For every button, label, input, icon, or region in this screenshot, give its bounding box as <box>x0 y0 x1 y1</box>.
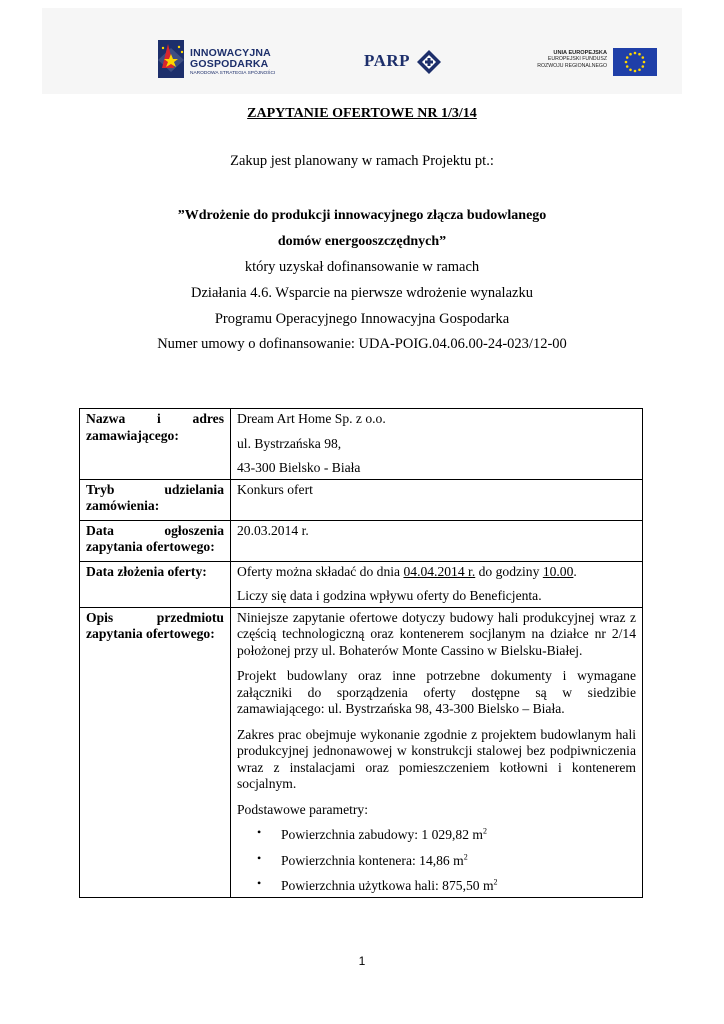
value-zamawiajacy <box>231 409 643 480</box>
innowacyjna-gospodarka-emblem-icon <box>154 38 188 80</box>
opis-paragraph-1: Niniejsze zapytanie ofertowe dotyczy budowy hali produkcyjnej wraz z częścią technologiczną oraz kontenerem socjlanym na działce nr 2/14 położonej przy ul. Bohaterów Monte Cassino w Bielsku-Białej. <box>237 609 636 658</box>
params-list <box>237 827 636 895</box>
deadline-date: 04.04.2014 r. <box>403 563 476 579</box>
project-title-line1: ”Wdrożenie do produkcji innowacyjnego złącza budowlanego <box>177 208 547 223</box>
deadline-hour: 10.00 <box>542 563 574 579</box>
table-row-tryb <box>80 479 643 520</box>
gospodarka-logo-text: GOSPODARKA <box>190 58 269 70</box>
zamawiajacy-city: 43-300 Bielsko - Biała <box>237 460 361 475</box>
zamawiajacy-street: ul. Bystrzańska 98, <box>237 435 342 451</box>
param-text: Powierzchnia kontenera: 14,86 m <box>281 852 464 868</box>
logo-banner <box>42 8 682 94</box>
value-data-zlozenia <box>231 561 643 607</box>
program-line: Programu Operacyjnego Innowacyjna Gospodarka <box>214 311 510 327</box>
bullet-icon: • <box>257 825 262 839</box>
opis-paragraph-2: Projekt budowlany oraz inne potrzebne dokumenty i wymagane załączniki do sporządzenia oferty dostępne są w siedzibie zamawiającego: ul. Bystrzańska 98, 43-300 Bielsko – Biała. <box>237 668 636 716</box>
list-item <box>257 827 636 844</box>
parp-emblem-icon <box>416 49 442 75</box>
label-zamawiajacy: Nazwa i adres zamawiającego: <box>80 409 231 480</box>
param-unit-sup: 2 <box>482 826 487 836</box>
deadline-line <box>237 564 636 581</box>
eu-logo-line3: ROZWOJU REGIONALNEGO <box>537 62 607 69</box>
value-data-ogloszenia: 20.03.2014 r. <box>231 520 643 561</box>
label-opis: Opis przedmiotu zapytania ofertowego: <box>80 607 231 897</box>
list-item <box>257 878 636 895</box>
dzialania-line: Działania 4.6. Wsparcie na pierwsze wdrożenie wynalazku <box>191 285 533 301</box>
params-heading: Podstawowe parametry: <box>237 801 368 817</box>
eu-logo-line2: EUROPEJSKI FUNDUSZ <box>547 56 607 63</box>
table-row-data-zlozenia <box>80 561 643 607</box>
dofinansowanie-line: który uzyskał dofinansowanie w ramach <box>244 259 480 275</box>
value-tryb: Konkurs ofert <box>231 479 643 520</box>
list-item <box>257 850 636 870</box>
table-row-zamawiajacy <box>80 409 643 480</box>
opis-paragraph-3: Zakres prac obejmuje wykonanie zgodnie z projektem budowlanym hali produkcyjnej jednonawowej w konstrukcji stalowej bez podpiwniczenia wraz z instalacjami oraz pomieszczeniem kotłowni i kontenerem socjalnym. <box>237 726 636 791</box>
parp-logo-text: PARP <box>364 51 411 70</box>
value-opis <box>231 607 643 897</box>
zamawiajacy-name: Dream Art Home Sp. z o.o. <box>237 411 386 426</box>
label-data-ogloszenia: Data ogłoszenia zapytania ofertowego: <box>80 520 231 561</box>
eu-logo-text <box>537 50 607 69</box>
bullet-icon: • <box>257 876 262 890</box>
umowa-line: Numer umowy o dofinansowanie: UDA-POIG.04.06.00-24-023/12-00 <box>157 336 567 352</box>
page-number: 1 <box>358 954 366 968</box>
document-title: ZAPYTANIE OFERTOWE NR 1/3/14 <box>247 106 477 121</box>
bullet-icon: • <box>257 850 262 865</box>
deadline-note: Liczy się data i godzina wpływu oferty do Beneficjenta. <box>237 588 542 603</box>
eu-logo-line1: UNIA EUROPEJSKA <box>553 50 607 56</box>
deadline-text2: do godziny <box>475 563 543 579</box>
param-text: Powierzchnia użytkowa hali: 875,50 m <box>281 878 494 893</box>
strategia-logo-text: NARODOWA STRATEGIA SPÓJNOŚCI <box>190 71 276 76</box>
deadline-text1: Oferty można składać do dnia <box>237 563 404 579</box>
innowacyjna-logo-text: INNOWACYJNA <box>190 47 271 59</box>
eu-flag-icon <box>613 48 657 76</box>
eu-logo <box>529 48 657 76</box>
table-row-opis <box>80 607 643 897</box>
table-row-data-ogloszenia <box>80 520 643 561</box>
project-title-line2: domów energooszczędnych” <box>277 234 447 249</box>
label-data-zlozenia: Data złożenia oferty: <box>80 561 231 607</box>
param-unit-sup: 2 <box>463 851 468 861</box>
param-unit-sup: 2 <box>493 877 498 887</box>
innowacyjna-gospodarka-logo <box>154 38 294 82</box>
label-tryb: Tryb udzielania zamówienia: <box>80 479 231 520</box>
deadline-text3: . <box>573 563 577 579</box>
offer-details-table <box>79 408 643 898</box>
param-text: Powierzchnia zabudowy: 1 029,82 m <box>281 827 483 842</box>
intro-line: Zakup jest planowany w ramach Projektu pt.: <box>230 153 494 169</box>
